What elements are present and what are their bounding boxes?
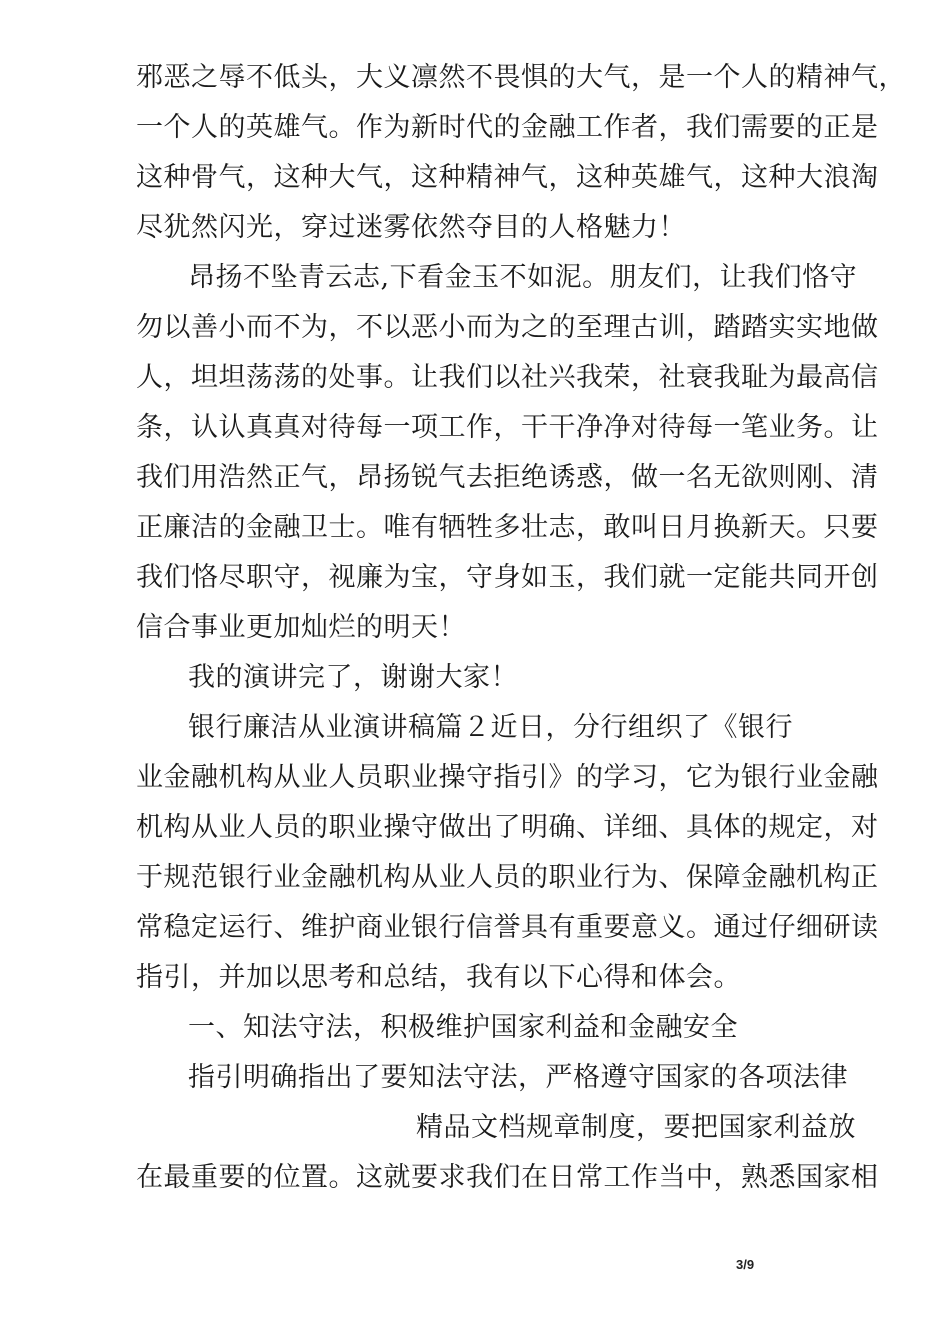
page-number: 3/9 [736, 1257, 755, 1272]
text-line: 这种骨气，这种大气，这种精神气，这种英雄气，这种大浪淘 [136, 162, 879, 193]
text-line: 在最重要的位置。这就要求我们在日常工作当中，熟悉国家相 [136, 1162, 879, 1193]
text-line: 一个人的英雄气。作为新时代的金融工作者，我们需要的正是 [136, 112, 879, 143]
text-line: 我的演讲完了，谢谢大家！ [188, 662, 518, 693]
text-line: 昂扬不坠青云志,下看金玉不如泥。朋友们，让我们恪守 [188, 262, 858, 293]
text-line: 条，认认真真对待每一项工作，干干净净对待每一笔业务。让 [136, 412, 879, 443]
text-line: 精品文档规章制度，要把国家利益放 [416, 1112, 856, 1143]
text-line: 机构从业人员的职业操守做出了明确、详细、具体的规定，对 [136, 812, 879, 843]
text-line: 尽犹然闪光，穿过迷雾依然夺目的人格魅力！ [136, 212, 686, 243]
text-line: 信合事业更加灿烂的明天！ [136, 612, 466, 643]
text-line: 我们恪尽职守，视廉为宝，守身如玉，我们就一定能共同开创 [136, 562, 879, 593]
text-line: 指引，并加以思考和总结，我有以下心得和体会。 [136, 962, 741, 993]
text-line: 银行廉洁从业演讲稿篇２近日，分行组织了《银行 [188, 712, 793, 743]
text-line: 于规范银行业金融机构从业人员的职业行为、保障金融机构正 [136, 862, 879, 893]
text-line: 我们用浩然正气，昂扬锐气去拒绝诱惑，做一名无欲则刚、清 [136, 462, 879, 493]
text-line: 邪恶之辱不低头，大义凛然不畏惧的大气，是一个人的精神气， [136, 62, 906, 93]
text-line: 正廉洁的金融卫士。唯有牺牲多壮志，敢叫日月换新天。只要 [136, 512, 879, 543]
text-line: 勿以善小而不为，不以恶小而为之的至理古训，踏踏实实地做 [136, 312, 879, 343]
text-line: 人，坦坦荡荡的处事。让我们以社兴我荣，社衰我耻为最高信 [136, 362, 879, 393]
text-line: 指引明确指出了要知法守法，严格遵守国家的各项法律 [188, 1062, 848, 1093]
section-heading: 一、知法守法，积极维护国家利益和金融安全 [188, 1012, 738, 1043]
text-line: 业金融机构从业人员职业操守指引》的学习，它为银行业金融 [136, 762, 879, 793]
text-line: 常稳定运行、维护商业银行信誉具有重要意义。通过仔细研读 [136, 912, 879, 943]
